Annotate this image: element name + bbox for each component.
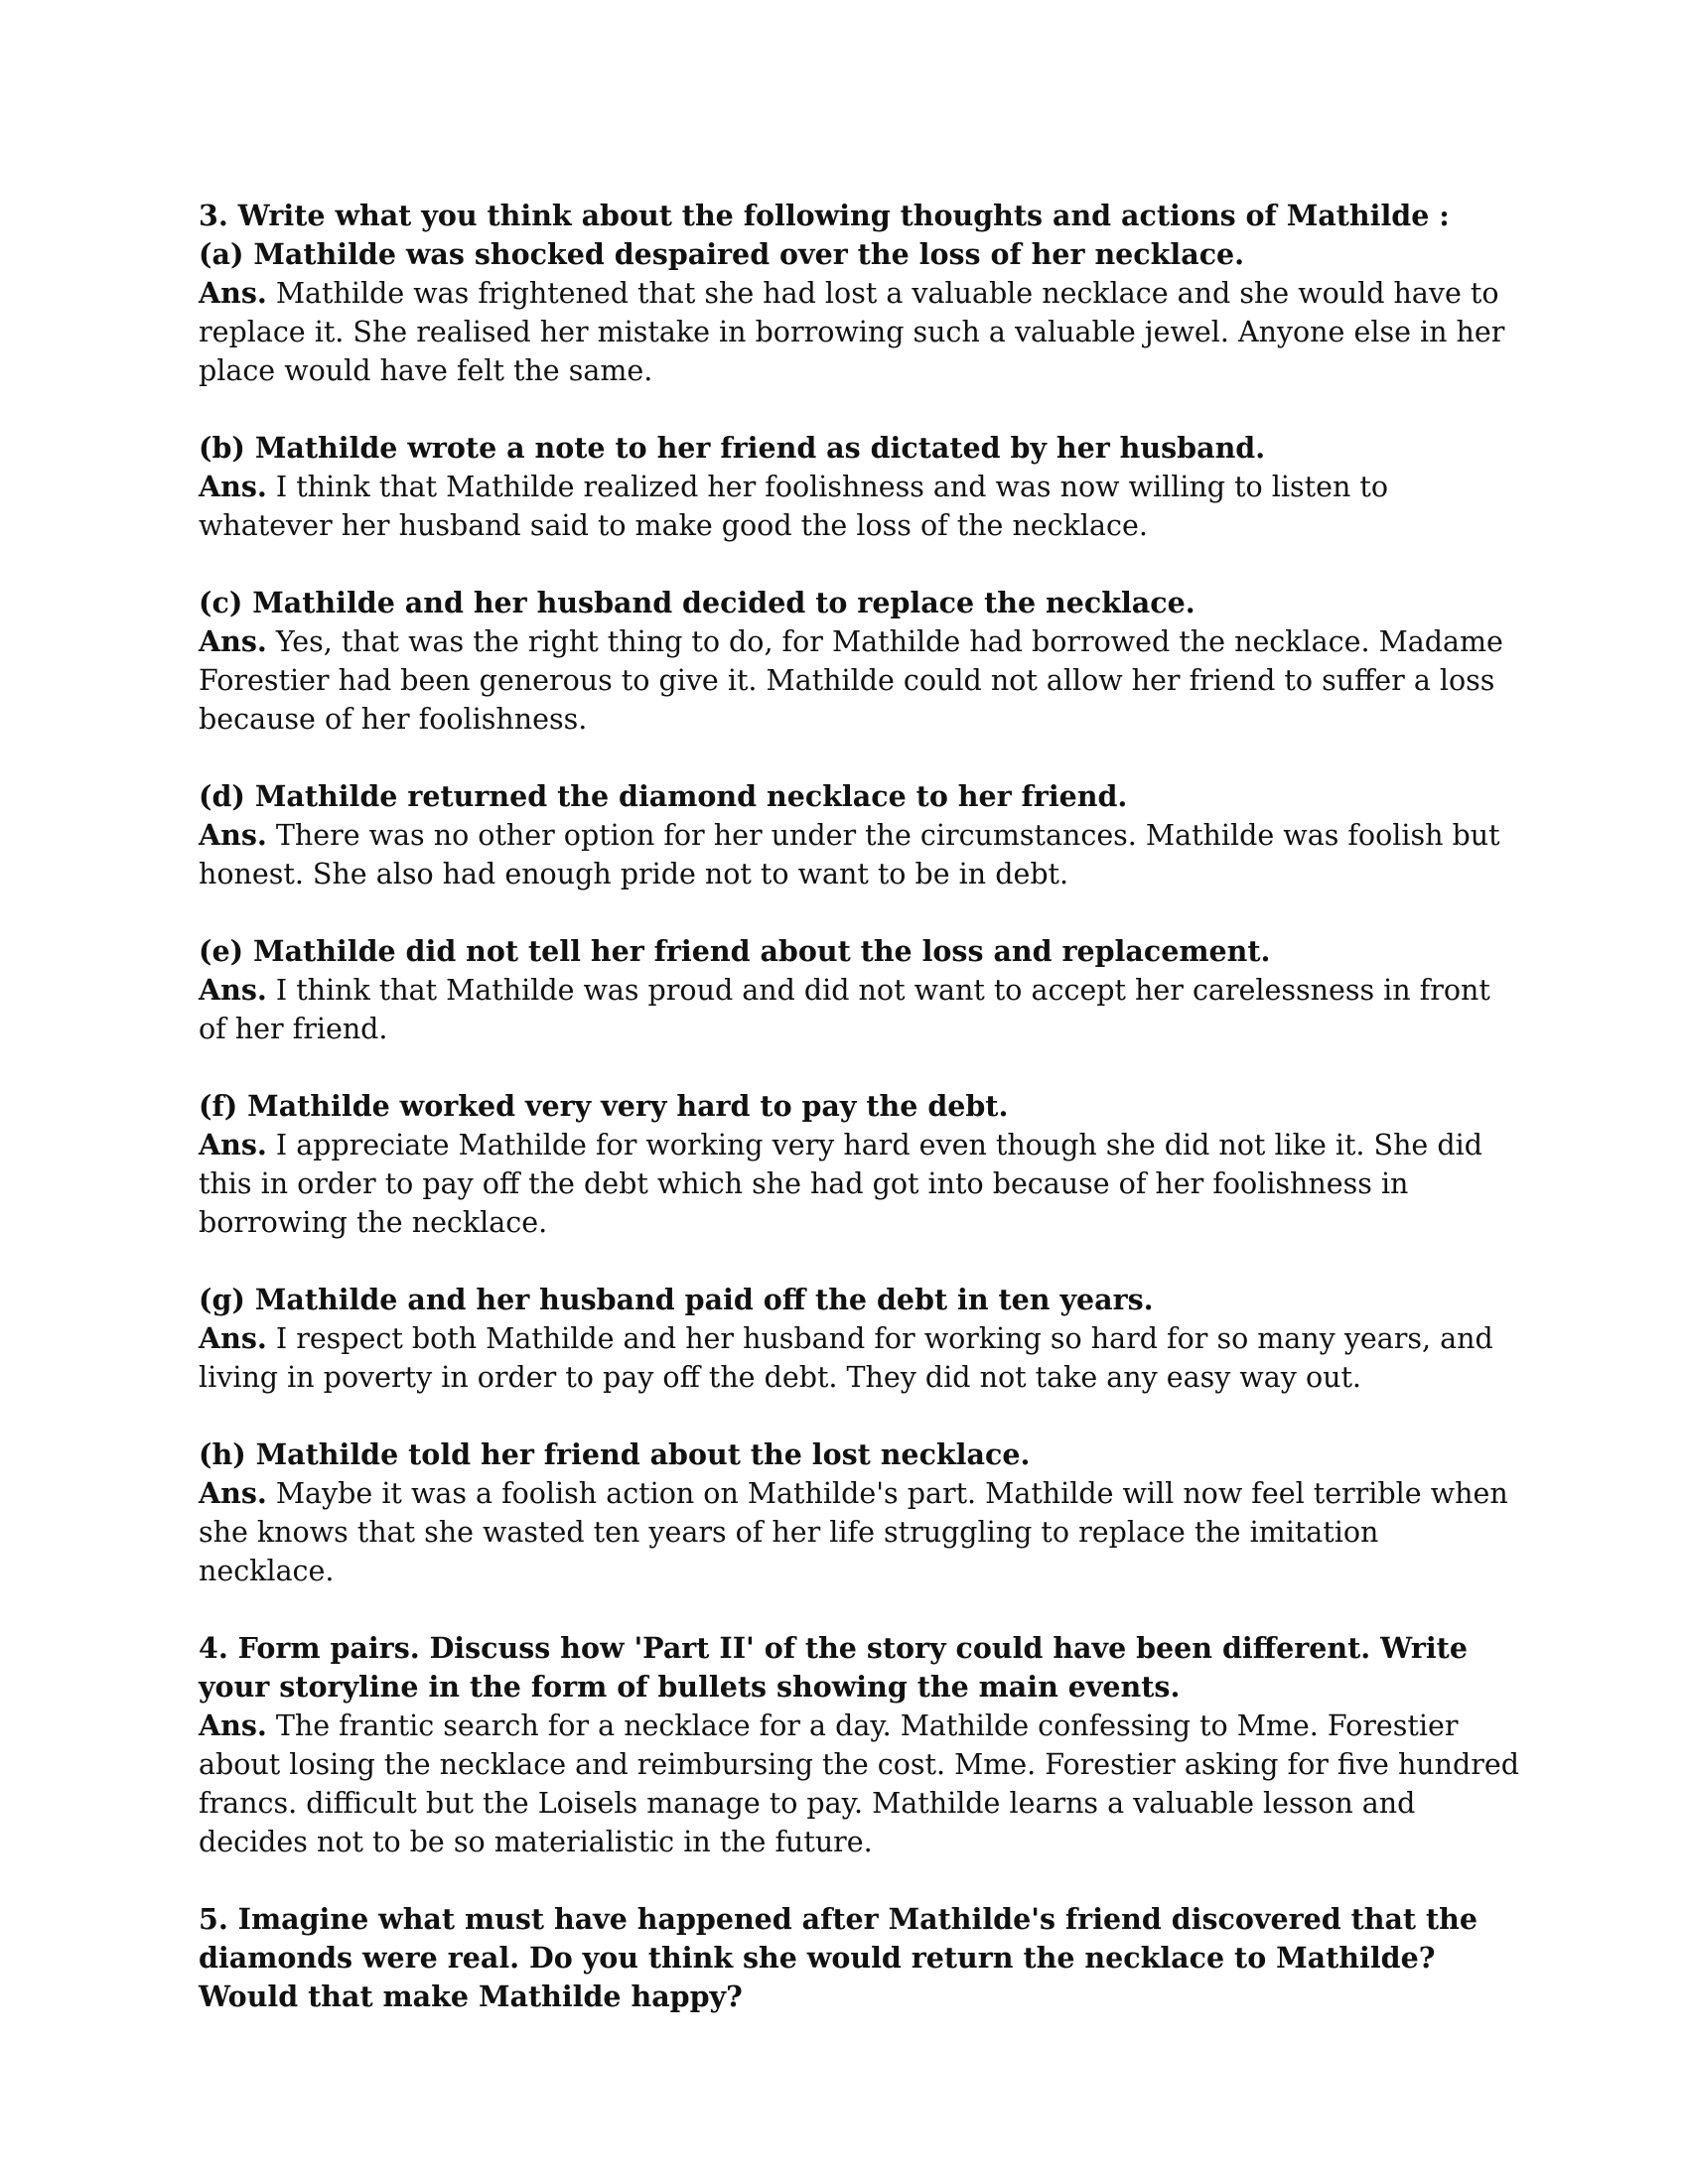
question-3h: (h) Mathilde told her friend about the lost necklace. (199, 1437, 1031, 1471)
question-3g-block (199, 1281, 1519, 1397)
ans-label: Ans. (199, 624, 267, 658)
answer-text: Maybe it was a foolish action on Mathilde's part. Mathilde will now feel terrible when she knows that she wasted ten years of her life struggling to replace the imitation necklace. (199, 1477, 1508, 1587)
question-3e-block (199, 932, 1519, 1048)
question-4-block (199, 1629, 1519, 1861)
question-3g: (g) Mathilde and her husband paid off the debt in ten years. (199, 1283, 1154, 1316)
answer-3a (199, 274, 1519, 390)
question-5: 5. Imagine what must have happened after Mathilde's friend discovered that the diamonds were real. Do you think she would return the necklace to Mathilde? Would that make Mathilde happy? (199, 1902, 1478, 2013)
answer-3c (199, 622, 1519, 739)
question-3f: (f) Mathilde worked very very hard to pay the debt. (199, 1089, 1009, 1123)
answer-4 (199, 1706, 1519, 1861)
answer-text: I think that Mathilde was proud and did not want to accept her carelessness in front of her friend. (199, 974, 1490, 1045)
ans-label: Ans. (199, 1321, 267, 1355)
answer-3f (199, 1126, 1519, 1242)
question-4: 4. Form pairs. Discuss how 'Part II' of the story could have been different. Write your storyline in the form of bullets showing the main events. (199, 1631, 1468, 1704)
ans-label: Ans. (199, 470, 267, 503)
answer-3g (199, 1319, 1519, 1397)
question-3a: (a) Mathilde was shocked despaired over the loss of her necklace. (199, 237, 1245, 271)
question-5-block (199, 1900, 1519, 2016)
answer-text: I respect both Mathilde and her husband for working so hard for so many years, and living in poverty in order to pay off the debt. They did not take any easy way out. (199, 1322, 1493, 1394)
question-3d: (d) Mathilde returned the diamond necklace to her friend. (199, 779, 1128, 813)
answer-text: There was no other option for her under the circumstances. Mathilde was foolish but honest. She also had enough pride not to want to be in debt. (199, 819, 1500, 890)
question-3f-block (199, 1087, 1519, 1242)
answer-text: I think that Mathilde realized her foolishness and was now willing to listen to whatever her husband said to make good the loss of the necklace. (199, 471, 1388, 542)
question-3-heading: 3. Write what you think about the following thoughts and actions of Mathilde : (199, 199, 1450, 232)
ans-label: Ans. (199, 818, 267, 852)
ans-label: Ans. (199, 276, 267, 310)
question-3a-block (199, 197, 1519, 390)
ans-label: Ans. (199, 973, 267, 1007)
question-3e: (e) Mathilde did not tell her friend about the loss and replacement. (199, 934, 1271, 968)
answer-3e (199, 971, 1519, 1048)
question-3c-block (199, 584, 1519, 739)
question-3d-block (199, 777, 1519, 893)
question-3b: (b) Mathilde wrote a note to her friend as dictated by her husband. (199, 431, 1266, 465)
ans-label: Ans. (199, 1128, 267, 1161)
document-page (199, 197, 1519, 2055)
answer-text: I appreciate Mathilde for working very hard even though she did not like it. She did this in order to pay off the debt which she had got into because of her foolishness in borrowing the necklace. (199, 1129, 1482, 1239)
question-3h-block (199, 1435, 1519, 1590)
ans-label: Ans. (199, 1708, 267, 1742)
answer-text: Mathilde was frightened that she had lost a valuable necklace and she would have to replace it. She realised her mistake in borrowing such a valuable jewel. Anyone else in her place would have felt the same. (199, 277, 1505, 387)
answer-3d (199, 816, 1519, 893)
question-3b-block (199, 429, 1519, 545)
question-3c: (c) Mathilde and her husband decided to replace the necklace. (199, 586, 1196, 619)
ans-label: Ans. (199, 1476, 267, 1510)
answer-text: The frantic search for a necklace for a day. Mathilde confessing to Mme. Forestier about losing the necklace and reimbursing the cost. Mme. Forestier asking for five hundred francs. difficult but the Loisels manage to pay. Mathilde learns a valuable lesson and decides not to be so materialistic in the future. (199, 1709, 1519, 1858)
answer-3b (199, 468, 1519, 545)
answer-text: Yes, that was the right thing to do, for Mathilde had borrowed the necklace. Madame Forestier had been generous to give it. Mathilde could not allow her friend to suffer a loss because of her foolishness. (199, 625, 1503, 736)
answer-3h (199, 1474, 1519, 1590)
